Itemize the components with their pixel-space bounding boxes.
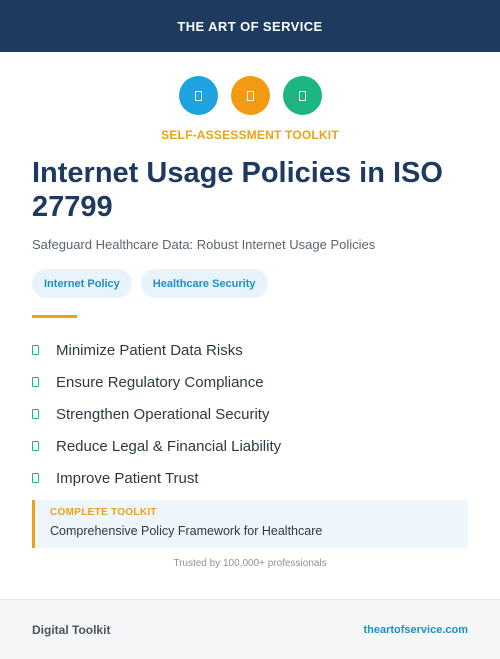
check-icon [32,409,39,419]
check-icon [32,473,39,483]
header-bar [0,0,500,52]
list-item [32,462,472,494]
accent-divider [32,315,77,318]
brand-name: THE ART OF SERVICE [177,18,323,34]
footer-website-link[interactable]: theartofservice.com [363,623,468,636]
benefit-text: Reduce Legal & Financial Liability [56,437,282,455]
document-icon [179,76,218,115]
document-icon [283,76,322,115]
list-item [32,430,472,462]
benefit-text: Strengthen Operational Security [56,405,270,423]
trusted-note: Trusted by 100,000+ professionals [173,558,327,569]
check-icon [32,377,39,387]
footer-bar [0,599,500,659]
document-icon [231,76,270,115]
kicker-label: SELF-ASSESSMENT TOOLKIT [161,128,339,142]
list-item [32,366,472,398]
icon-row [0,76,500,115]
tag-internet-policy[interactable]: Internet Policy [32,269,132,298]
benefit-text: Minimize Patient Data Risks [56,341,243,359]
benefit-text: Improve Patient Trust [56,469,199,487]
check-icon [32,441,39,451]
list-item [32,334,472,366]
callout-label: COMPLETE TOOLKIT [50,507,157,518]
page-subtitle: Safeguard Healthcare Data: Robust Internet Usage Policies [32,237,376,252]
tag-healthcare-security[interactable]: Healthcare Security [141,269,268,298]
callout-text: Comprehensive Policy Framework for Healthcare [50,524,323,538]
tag-list [32,269,268,298]
toolkit-callout [32,500,468,548]
page-title: Internet Usage Policies in ISO 27799 [32,157,443,223]
benefit-list [32,334,472,494]
footer-label: Digital Toolkit [32,622,111,637]
list-item [32,398,472,430]
check-icon [32,345,39,355]
benefit-text: Ensure Regulatory Compliance [56,373,264,391]
